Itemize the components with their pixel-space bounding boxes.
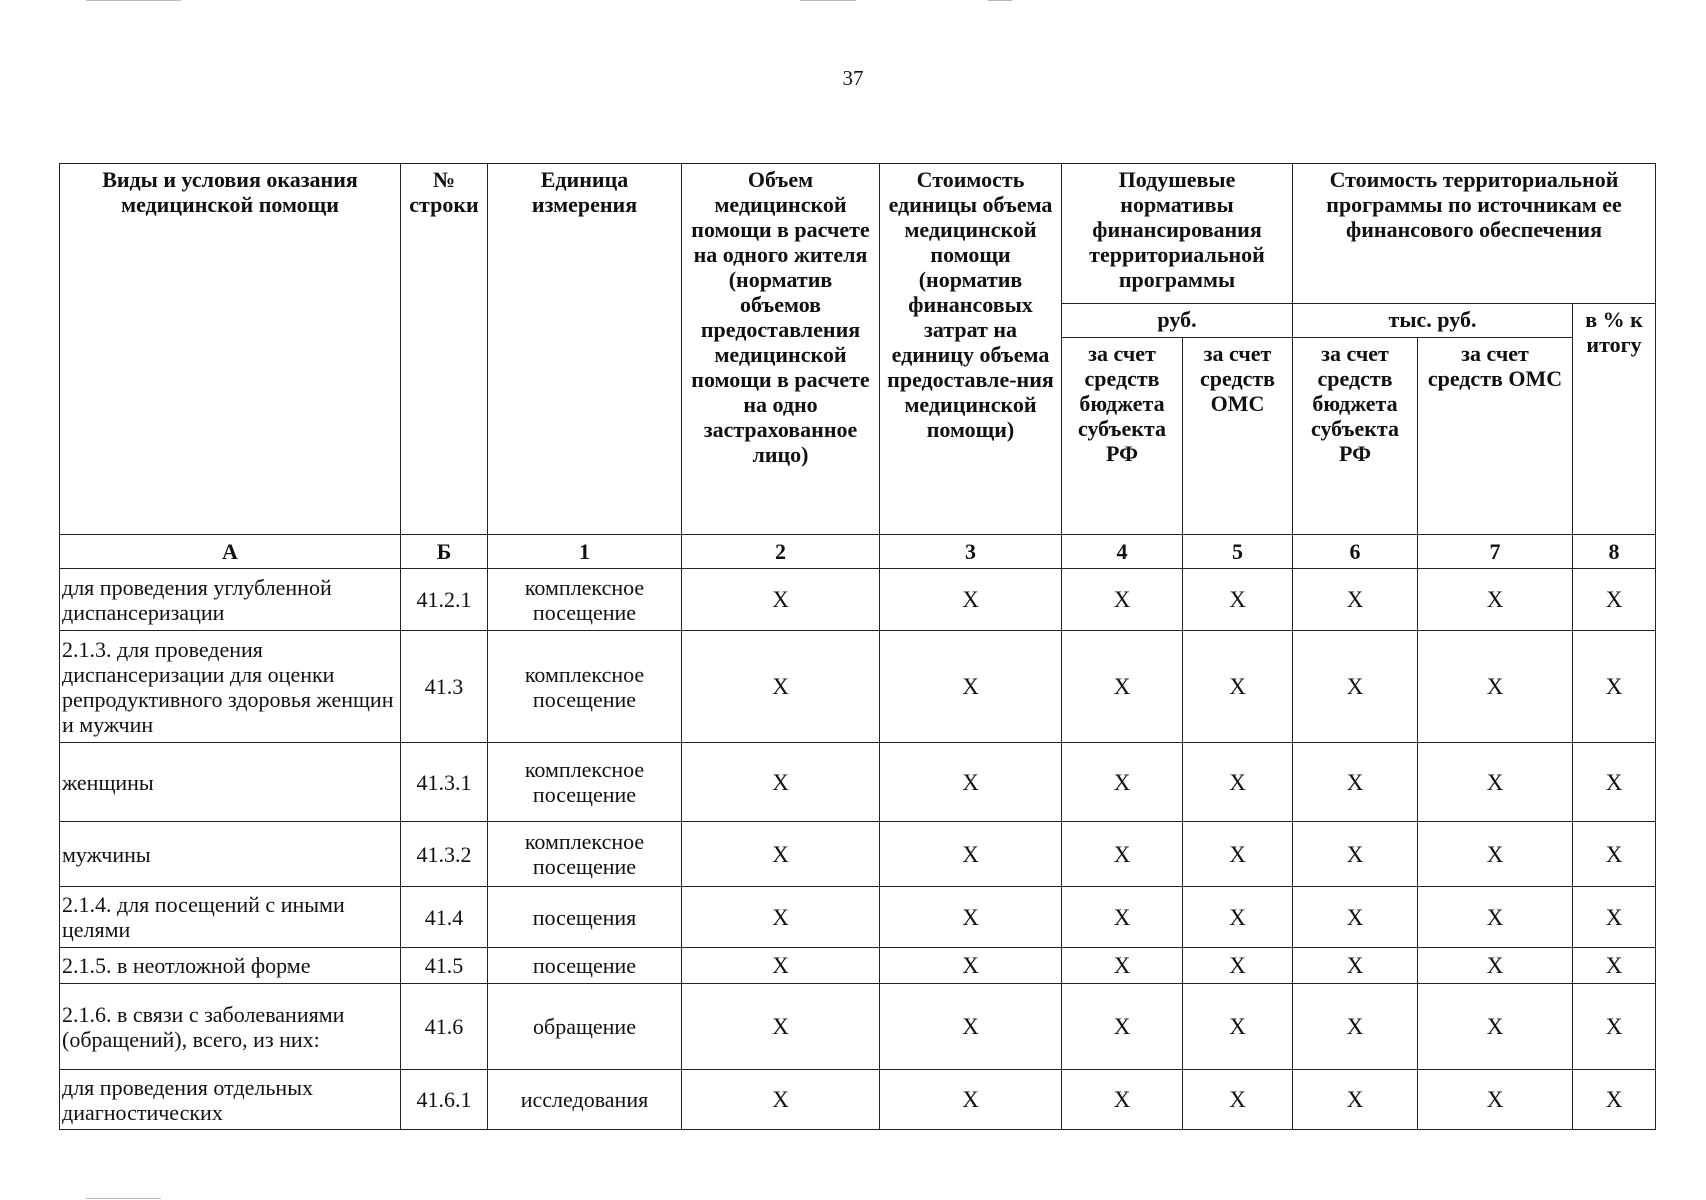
row-value-cell: Х xyxy=(682,984,880,1070)
header-unit: Единица измерения xyxy=(488,164,682,535)
table-row xyxy=(60,948,1656,984)
row-value-cell: Х xyxy=(1573,569,1656,631)
row-value-cell: Х xyxy=(682,631,880,743)
row-value-cell: Х xyxy=(1418,631,1573,743)
header-unit-thousand-rub: тыс. руб. xyxy=(1293,304,1573,338)
row-value-cell: Х xyxy=(1062,887,1183,948)
row-value-cell: Х xyxy=(1418,887,1573,948)
row-value-cell: Х xyxy=(1573,948,1656,984)
column-code: 2 xyxy=(682,535,880,569)
row-line-number: 41.5 xyxy=(401,948,488,984)
header-cost-budget: за счет средств бюджета субъекта РФ xyxy=(1293,338,1418,535)
row-value-cell: Х xyxy=(880,984,1062,1070)
column-code: 7 xyxy=(1418,535,1573,569)
page-number: 37 xyxy=(842,66,864,90)
header-care-type: Виды и условия оказания медицинской помощи xyxy=(60,164,401,535)
financing-table xyxy=(59,163,1656,1130)
row-line-number: 41.2.1 xyxy=(401,569,488,631)
row-line-number: 41.4 xyxy=(401,887,488,948)
row-line-number: 41.3.1 xyxy=(401,743,488,822)
header-program-cost-group: Стоимость территориальной программы по источникам ее финансового обеспечения xyxy=(1293,164,1656,304)
row-value-cell: Х xyxy=(1183,822,1293,887)
header-line-number: № строки xyxy=(401,164,488,535)
header-percapita-oms: за счет средств ОМС xyxy=(1183,338,1293,535)
header-unit-cost: Стоимость единицы объема медицинской помощи (норматив финансовых затрат на единицу объема предоставле-ния медицинской помощи) xyxy=(880,164,1062,535)
column-code: 6 xyxy=(1293,535,1418,569)
row-value-cell: Х xyxy=(880,743,1062,822)
row-value-cell: Х xyxy=(682,569,880,631)
row-value-cell: Х xyxy=(682,743,880,822)
row-value-cell: Х xyxy=(682,822,880,887)
row-value-cell: Х xyxy=(880,631,1062,743)
column-code: 1 xyxy=(488,535,682,569)
row-unit: посещение xyxy=(488,948,682,984)
row-value-cell: Х xyxy=(1062,569,1183,631)
scan-edge-line xyxy=(86,1198,161,1199)
column-code: 3 xyxy=(880,535,1062,569)
header-unit-rub: руб. xyxy=(1062,304,1293,338)
row-value-cell: Х xyxy=(1293,743,1418,822)
row-value-cell: Х xyxy=(682,948,880,984)
row-value-cell: Х xyxy=(1293,984,1418,1070)
row-value-cell: Х xyxy=(1062,948,1183,984)
row-value-cell: Х xyxy=(1183,743,1293,822)
table-row xyxy=(60,1070,1656,1130)
row-unit: исследования xyxy=(488,1070,682,1130)
row-value-cell: Х xyxy=(1062,631,1183,743)
header-percapita-budget: за счет средств бюджета субъекта РФ xyxy=(1062,338,1183,535)
row-unit: обращение xyxy=(488,984,682,1070)
row-line-number: 41.6.1 xyxy=(401,1070,488,1130)
row-unit: комплексное посещение xyxy=(488,631,682,743)
row-name: 2.1.3. для проведения диспансеризации для оценки репродуктивного здоровья женщин и мужчин xyxy=(60,631,401,743)
table-row xyxy=(60,887,1656,948)
row-value-cell: Х xyxy=(1573,984,1656,1070)
row-value-cell: Х xyxy=(1293,569,1418,631)
column-code: 5 xyxy=(1183,535,1293,569)
header-percapita-group: Подушевые нормативы финансирования территориальной программы xyxy=(1062,164,1293,304)
row-value-cell: Х xyxy=(1293,1070,1418,1130)
scan-edge-line xyxy=(988,0,1012,1)
row-value-cell: Х xyxy=(1183,1070,1293,1130)
row-unit: посещения xyxy=(488,887,682,948)
row-value-cell: Х xyxy=(1573,822,1656,887)
header-volume-per-resident: Объем медицинской помощи в расчете на одного жителя (норматив объемов предоставления медицинской помощи в расчете на одно застрахованное лицо) xyxy=(682,164,880,535)
row-value-cell: Х xyxy=(1418,948,1573,984)
row-line-number: 41.3.2 xyxy=(401,822,488,887)
row-value-cell: Х xyxy=(1573,1070,1656,1130)
row-value-cell: Х xyxy=(1183,631,1293,743)
row-line-number: 41.3 xyxy=(401,631,488,743)
row-value-cell: Х xyxy=(1418,743,1573,822)
row-unit: комплексное посещение xyxy=(488,569,682,631)
row-value-cell: Х xyxy=(1062,984,1183,1070)
row-name: 2.1.4. для посещений с иными целями xyxy=(60,887,401,948)
row-name: женщины xyxy=(60,743,401,822)
column-code: 8 xyxy=(1573,535,1656,569)
row-name: для проведения отдельных диагностических xyxy=(60,1070,401,1130)
table-row xyxy=(60,743,1656,822)
row-value-cell: Х xyxy=(1293,887,1418,948)
row-value-cell: Х xyxy=(682,887,880,948)
row-value-cell: Х xyxy=(880,948,1062,984)
row-value-cell: Х xyxy=(1062,1070,1183,1130)
row-value-cell: Х xyxy=(1573,887,1656,948)
header-cost-oms: за счет средств ОМС xyxy=(1418,338,1573,535)
row-value-cell: Х xyxy=(1293,631,1418,743)
scan-edge-line xyxy=(86,0,181,1)
column-code: А xyxy=(60,535,401,569)
row-unit: комплексное посещение xyxy=(488,743,682,822)
row-value-cell: Х xyxy=(1293,948,1418,984)
row-value-cell: Х xyxy=(1573,743,1656,822)
row-value-cell: Х xyxy=(1183,984,1293,1070)
row-value-cell: Х xyxy=(1418,1070,1573,1130)
row-value-cell: Х xyxy=(880,1070,1062,1130)
table-row xyxy=(60,822,1656,887)
row-name: 2.1.5. в неотложной форме xyxy=(60,948,401,984)
row-name: для проведения углубленной диспансеризации xyxy=(60,569,401,631)
row-value-cell: Х xyxy=(1418,569,1573,631)
row-name: мужчины xyxy=(60,822,401,887)
row-value-cell: Х xyxy=(1062,743,1183,822)
row-value-cell: Х xyxy=(880,887,1062,948)
row-value-cell: Х xyxy=(682,1070,880,1130)
row-name: 2.1.6. в связи с заболеваниями (обращений), всего, из них: xyxy=(60,984,401,1070)
row-value-cell: Х xyxy=(880,822,1062,887)
row-value-cell: Х xyxy=(1293,822,1418,887)
row-value-cell: Х xyxy=(1183,569,1293,631)
table-row xyxy=(60,569,1656,631)
table-row xyxy=(60,984,1656,1070)
scan-edge-line xyxy=(800,0,856,1)
row-value-cell: Х xyxy=(1573,631,1656,743)
row-value-cell: Х xyxy=(1062,822,1183,887)
row-unit: комплексное посещение xyxy=(488,822,682,887)
column-code: Б xyxy=(401,535,488,569)
row-value-cell: Х xyxy=(1183,948,1293,984)
column-code: 4 xyxy=(1062,535,1183,569)
row-value-cell: Х xyxy=(1183,887,1293,948)
row-line-number: 41.6 xyxy=(401,984,488,1070)
header-percent-of-total: в % к итогу xyxy=(1573,304,1656,535)
row-value-cell: Х xyxy=(880,569,1062,631)
table-row xyxy=(60,631,1656,743)
row-value-cell: Х xyxy=(1418,822,1573,887)
row-value-cell: Х xyxy=(1418,984,1573,1070)
